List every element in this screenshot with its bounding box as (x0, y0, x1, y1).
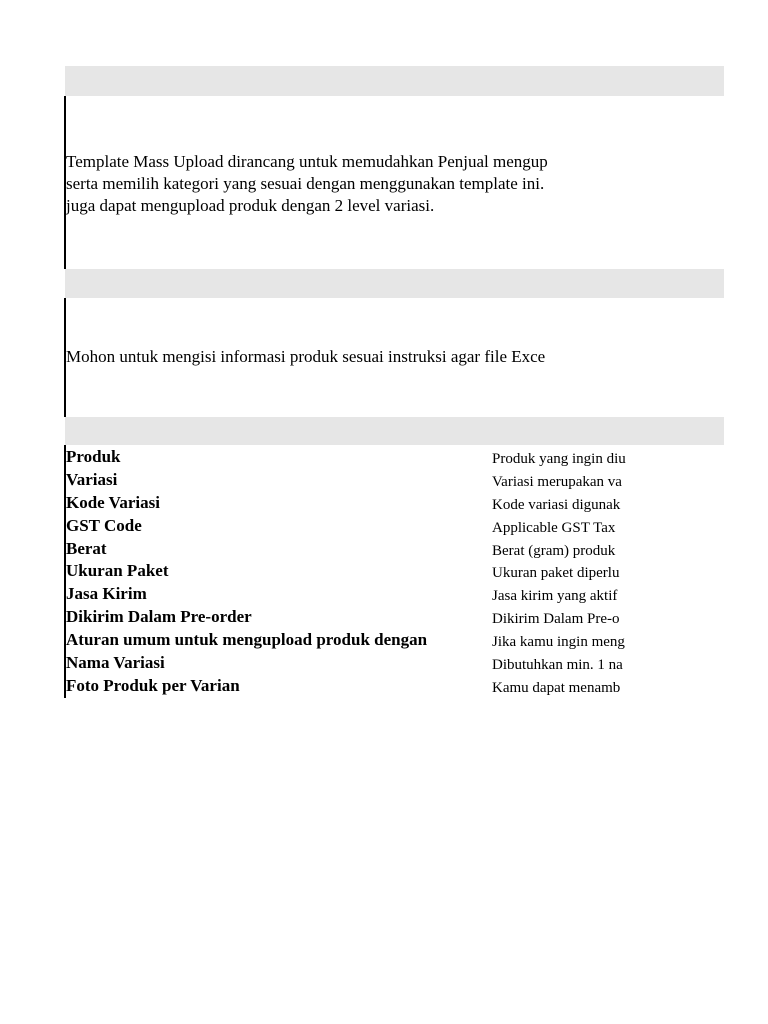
description-cell: Variasi merupakan va (492, 473, 622, 490)
term-cell: Ukuran Paket (66, 561, 169, 581)
definitions-table (66, 446, 646, 698)
description-cell: Jasa kirim yang aktif (492, 588, 618, 605)
table-row (66, 583, 646, 606)
description-cell: Kode variasi digunak (492, 496, 621, 513)
term-cell: Berat (66, 538, 107, 558)
table-row (66, 606, 646, 629)
table-row (66, 515, 646, 538)
term-cell: Foto Produk per Varian (66, 675, 240, 695)
description-cell: Produk yang ingin diu (492, 451, 626, 467)
table-row (66, 560, 646, 583)
description-cell: Applicable GST Tax (492, 519, 616, 536)
intro-paragraph (66, 151, 646, 217)
table-row (66, 629, 646, 652)
instruction-line: Mohon untuk mengisi informasi produk sesuai instruksi agar file Exce (66, 347, 546, 366)
term-cell: Nama Variasi (66, 653, 165, 673)
description-cell: Jika kamu ingin meng (492, 634, 625, 651)
description-cell: Berat (gram) produk (492, 542, 616, 559)
term-cell: Aturan umum untuk mengupload produk dengan (66, 630, 428, 650)
term-cell: Kode Variasi (66, 492, 160, 512)
table-row (66, 446, 646, 469)
table-row (66, 469, 646, 492)
table-row (66, 492, 646, 515)
intro-line: serta memilih kategori yang sesuai dengan menggunakan template ini. (66, 174, 545, 193)
term-cell: Dikirim Dalam Pre-order (66, 607, 252, 627)
term-cell: Jasa Kirim (66, 584, 147, 604)
description-cell: Kamu dapat menamb (492, 679, 621, 696)
instruction-paragraph (66, 346, 646, 368)
section-header-band (65, 269, 724, 298)
description-cell: Dikirim Dalam Pre-o (492, 611, 620, 628)
table-row (66, 538, 646, 561)
section-header-band (65, 66, 724, 96)
intro-line: juga dapat mengupload produk dengan 2 level variasi. (66, 196, 435, 215)
description-cell: Dibutuhkan min. 1 na (492, 657, 623, 674)
section-header-band (65, 417, 724, 445)
term-cell: Variasi (66, 469, 118, 489)
table-row (66, 652, 646, 675)
term-cell: GST Code (66, 515, 142, 535)
term-cell: Produk (66, 447, 121, 466)
description-cell: Ukuran paket diperlu (492, 565, 620, 582)
intro-line: Template Mass Upload dirancang untuk memudahkan Penjual mengup (66, 152, 548, 171)
table-row (66, 675, 646, 698)
